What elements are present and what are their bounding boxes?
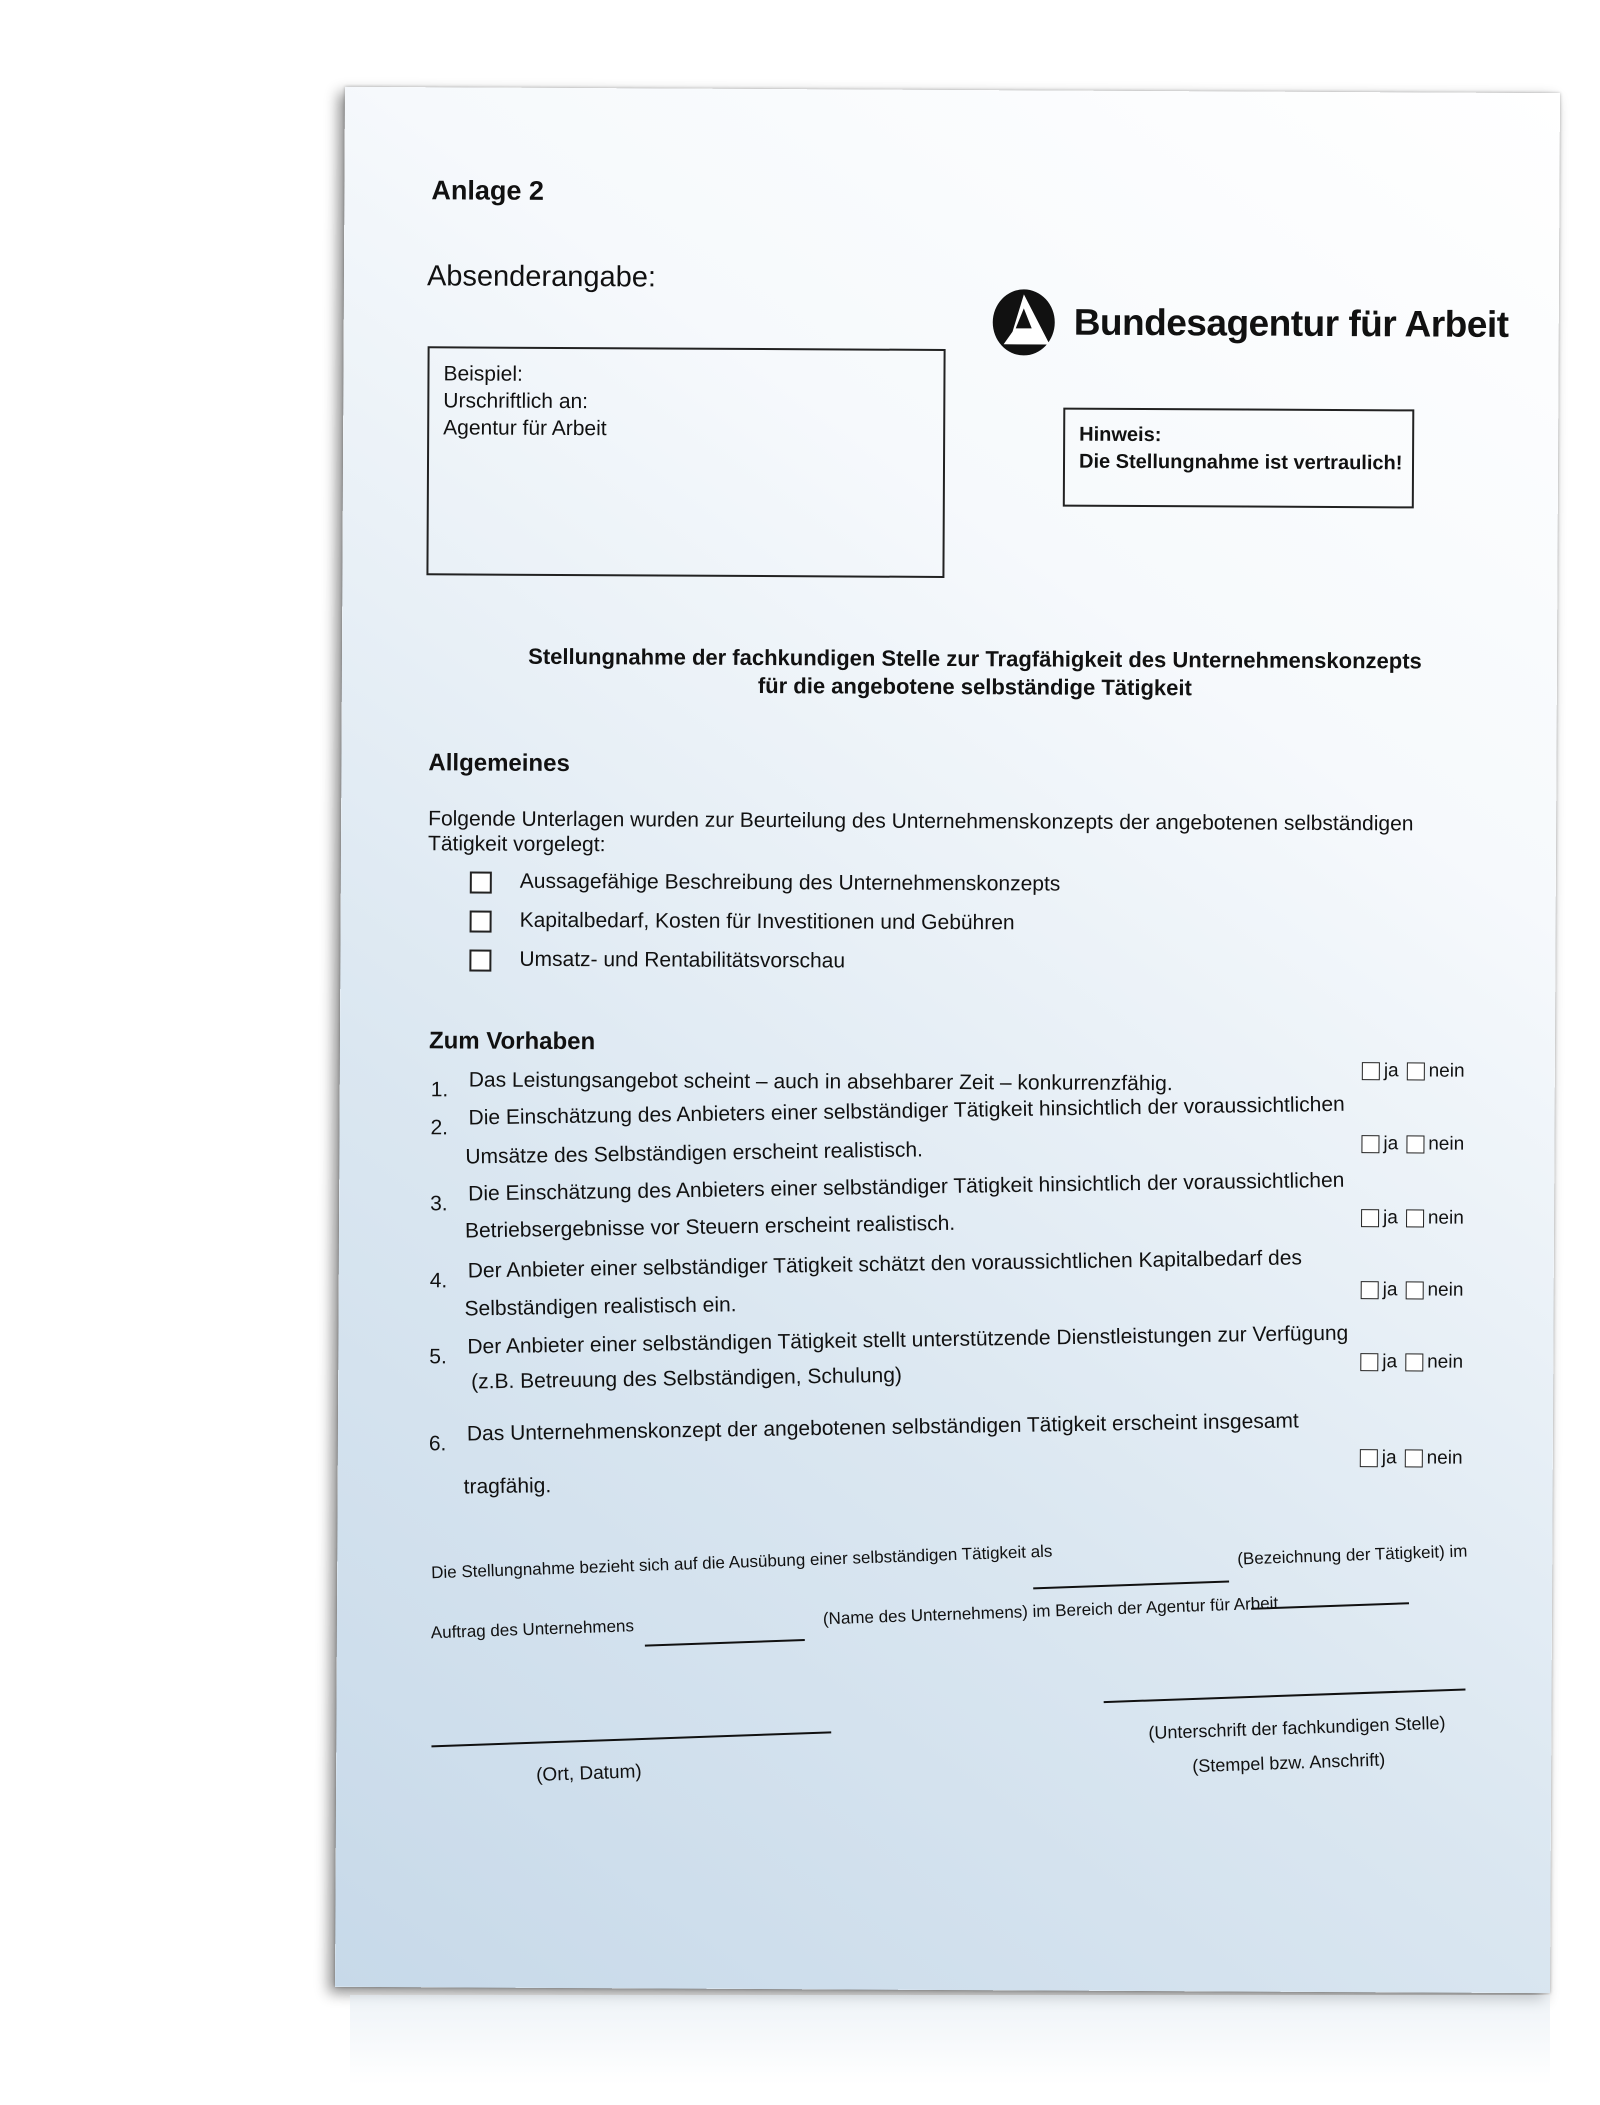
yes-no-choice: [1361, 1133, 1464, 1156]
no-label: nein: [1428, 1060, 1465, 1082]
yes-checkbox[interactable]: [1361, 1281, 1379, 1299]
sender-box: [426, 346, 945, 578]
document-title: [2, 640, 1600, 706]
item-number: 3.: [430, 1192, 448, 1216]
yes-no-choice: [1360, 1351, 1463, 1374]
sender-line: Beispiel:: [443, 362, 523, 386]
allgemeines-intro: Folgende Unterlagen wurden zur Beurteilung des Unternehmenskonzepts der angebotenen selbständigen: [428, 807, 1414, 836]
item-text-2: tragfähig.: [463, 1474, 552, 1499]
yes-label: ja: [1381, 1447, 1397, 1469]
item-text-2: (z.B. Betreuung des Selbständigen, Schulung): [471, 1363, 903, 1394]
item-number: 5.: [429, 1345, 447, 1369]
item-text-2: Selbständigen realistisch ein.: [464, 1293, 737, 1321]
item-text-2: Umsätze des Selbständigen erscheint realistisch.: [465, 1138, 924, 1169]
title-line-1: Stellungnahme der fachkundigen Stelle zur Tragfähigkeit des Unternehmenskonzepts: [528, 643, 1422, 674]
item-text: Die Einschätzung des Anbieters einer selbständiger Tätigkeit hinsichtlich der voraussichtlichen: [468, 1092, 1345, 1130]
vorhaben-heading: Zum Vorhaben: [428, 1027, 596, 1056]
no-checkbox[interactable]: [1405, 1353, 1423, 1371]
stamp-label: (Stempel bzw. Anschrift): [1191, 1749, 1386, 1777]
sender-line: Agentur für Arbeit: [443, 416, 607, 441]
yes-label: ja: [1383, 1133, 1399, 1155]
statement-text-3: Auftrag des Unternehmens: [430, 1616, 635, 1643]
item-text: Das Leistungsangebot scheint – auch in absehbarer Zeit – konkurrenzfähig.: [468, 1068, 1173, 1096]
statement-text-2: (Bezeichnung der Tätigkeit) im: [1236, 1541, 1468, 1569]
yes-no-choice: [1361, 1207, 1464, 1230]
sender-line: Urschriftlich an:: [443, 389, 589, 414]
document-item-label: Kapitalbedarf, Kosten für Investitionen und Gebühren: [519, 908, 1015, 935]
yes-no-choice: [1362, 1060, 1465, 1083]
document-checkbox[interactable]: [470, 910, 492, 932]
no-checkbox[interactable]: [1405, 1449, 1423, 1467]
page-reflection: [350, 1995, 1550, 2085]
item-text: Der Anbieter einer selbständiger Tätigkeit schätzt den voraussichtlichen Kapitalbedarf des: [467, 1246, 1303, 1283]
yes-checkbox[interactable]: [1362, 1062, 1380, 1080]
statement-text-1: Die Stellungnahme bezieht sich auf die Ausübung einer selbständigen Tätigkeit als: [430, 1541, 1053, 1583]
item-text-2: Betriebsergebnisse vor Steuern erscheint realistisch.: [464, 1211, 956, 1243]
no-checkbox[interactable]: [1405, 1281, 1423, 1299]
yes-checkbox[interactable]: [1360, 1449, 1378, 1467]
yes-checkbox[interactable]: [1361, 1209, 1379, 1227]
yes-checkbox[interactable]: [1360, 1353, 1378, 1371]
place-date-line[interactable]: [431, 1731, 831, 1747]
signature-label: (Unterschrift der fachkundigen Stelle): [1148, 1712, 1446, 1744]
item-number: 6.: [428, 1432, 447, 1456]
notice-box: [1063, 408, 1415, 509]
yes-label: ja: [1383, 1207, 1398, 1229]
item-number: 2.: [430, 1116, 449, 1140]
yes-label: ja: [1382, 1279, 1398, 1301]
item-number: 1.: [430, 1078, 449, 1102]
notice-title: Hinweis:: [1079, 423, 1162, 447]
no-label: nein: [1428, 1133, 1465, 1155]
anlage-label: Anlage 2: [431, 175, 545, 206]
yes-label: ja: [1382, 1351, 1398, 1373]
absender-label: Absenderangabe:: [426, 260, 657, 294]
no-label: nein: [1427, 1351, 1464, 1373]
document-item-label: Aussagefähige Beschreibung des Unternehmenskonzepts: [519, 869, 1061, 896]
place-date-label: (Ort, Datum): [535, 1761, 643, 1786]
no-checkbox[interactable]: [1406, 1135, 1424, 1153]
company-blank-line[interactable]: [645, 1639, 805, 1647]
no-label: nein: [1427, 1207, 1464, 1229]
ba-logo-icon: [992, 288, 1056, 356]
document-checkbox[interactable]: [470, 871, 492, 893]
notice-text: Die Stellungnahme ist vertraulich!: [1078, 450, 1403, 475]
item-number: 4.: [429, 1269, 448, 1293]
yes-checkbox[interactable]: [1361, 1135, 1379, 1153]
yes-no-choice: [1360, 1447, 1463, 1470]
title-line-2: für die angebotene selbständige Tätigkeit: [757, 673, 1192, 701]
item-text: Der Anbieter einer selbständigen Tätigkeit stellt unterstützende Dienstleistungen zur Verfügung: [467, 1321, 1349, 1359]
document-checkbox[interactable]: [469, 949, 491, 971]
item-text: Die Einschätzung des Anbieters einer selbständiger Tätigkeit hinsichtlich der voraussichtlichen: [467, 1168, 1345, 1206]
allgemeines-heading: Allgemeines: [428, 749, 570, 778]
no-checkbox[interactable]: [1406, 1209, 1424, 1227]
document-item-label: Umsatz- und Rentabilitätsvorschau: [519, 947, 846, 973]
statement-text-4: (Name des Unternehmens) im Bereich der Agentur für Arbeit: [822, 1593, 1279, 1629]
logo-text: Bundesagentur für Arbeit: [1073, 301, 1509, 345]
no-checkbox[interactable]: [1407, 1062, 1425, 1080]
signature-line[interactable]: [1104, 1688, 1466, 1703]
document-page: [335, 87, 1560, 1993]
no-label: nein: [1426, 1447, 1463, 1469]
allgemeines-intro-2: Tätigkeit vorgelegt:: [427, 832, 606, 857]
no-label: nein: [1427, 1279, 1464, 1301]
agency-logo: [992, 288, 1509, 359]
activity-blank-line[interactable]: [1033, 1581, 1229, 1590]
item-text: Das Unternehmenskonzept der angebotenen selbständigen Tätigkeit erscheint insgesamt: [466, 1409, 1299, 1446]
yes-no-choice: [1361, 1279, 1464, 1302]
yes-label: ja: [1383, 1060, 1399, 1082]
